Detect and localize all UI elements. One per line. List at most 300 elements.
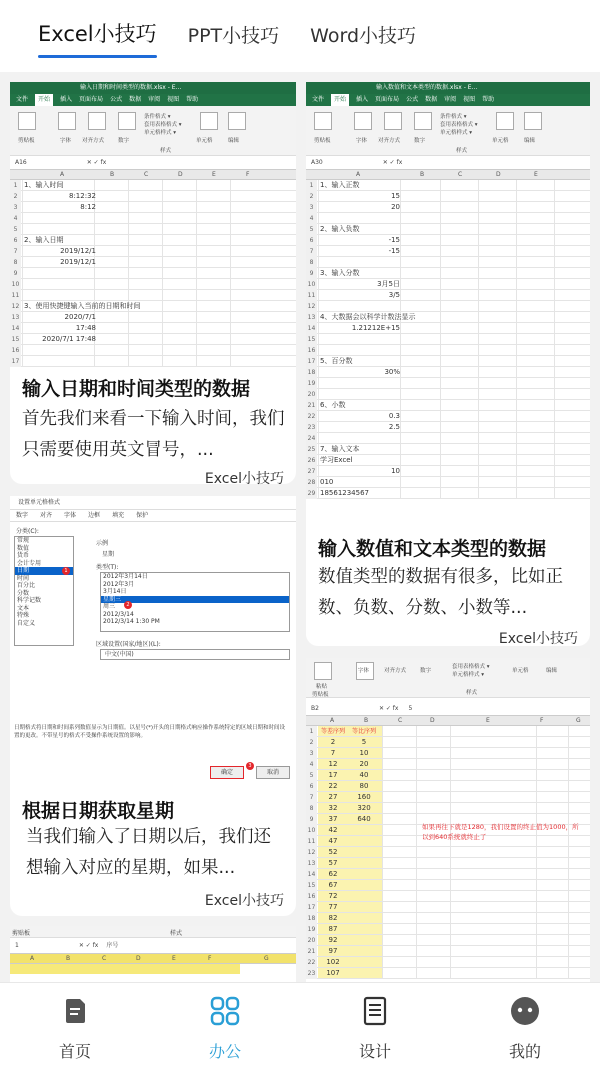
sheet-row <box>306 334 590 345</box>
row-number: 3 <box>10 202 21 213</box>
row-number: 21 <box>307 402 316 409</box>
category-item: 日期 <box>15 567 73 575</box>
row-number: 14 <box>307 325 316 332</box>
row-number: 1 <box>306 180 317 191</box>
row-number: 5 <box>306 224 317 235</box>
sheet-row <box>306 466 590 477</box>
sheet-row <box>306 279 590 290</box>
sheet-row <box>306 847 590 858</box>
nav-label: 设计 <box>358 1042 391 1061</box>
cell-ref: A16 <box>15 159 27 166</box>
cell-value: 2020/7/1 17:48 <box>42 335 96 343</box>
cell-value: -15 <box>388 236 400 244</box>
sheet-row <box>10 279 296 290</box>
sheet-row <box>306 268 590 279</box>
dialog-tab: 保护 <box>136 512 149 519</box>
cell-value: 22 <box>328 782 338 790</box>
article-card[interactable] <box>10 496 296 916</box>
sheet-row <box>10 312 296 323</box>
cell-value: 52 <box>328 848 338 856</box>
cell-value: 320 <box>357 804 371 812</box>
category-list <box>14 536 74 646</box>
row-number: 18 <box>307 915 316 922</box>
cell-value: 87 <box>328 925 338 933</box>
category-label: 分类(C): <box>16 528 39 535</box>
row-number: 6 <box>306 781 317 792</box>
article-thumbnail <box>10 82 296 365</box>
row-number: 22 <box>307 413 316 420</box>
sheet-row <box>10 334 296 345</box>
row-number: 14 <box>307 871 316 878</box>
row-number: 21 <box>307 948 316 955</box>
row-number: 1 <box>306 726 317 737</box>
dialog-tab: 字体 <box>64 512 77 519</box>
cell-value: 72 <box>328 892 338 900</box>
sheet-row <box>306 477 590 488</box>
article-thumbnail <box>306 658 590 998</box>
excel-grid <box>306 180 590 499</box>
cell-text: 2、输入日期 <box>24 236 64 244</box>
cell-value: 27 <box>328 793 338 801</box>
excel-menu-bar: 文件 开始 插入 页面布局 公式 数据 审阅 视图 帮助 <box>10 94 296 106</box>
row-number: 6 <box>10 235 21 246</box>
cell-value: 102 <box>326 958 340 966</box>
nav-label: 首页 <box>58 1042 91 1061</box>
cell-value: 20 <box>359 760 369 768</box>
row-number: 2 <box>306 737 317 748</box>
row-number: 13 <box>11 314 20 321</box>
article-thumbnail <box>306 82 590 514</box>
sheet-note: 如果再往下就是1280，我们设置的终止值为1000，所以到640系统就终止了 <box>422 823 579 841</box>
article-title: 根据日期获取星期 <box>22 800 175 822</box>
row-number: 4 <box>306 213 317 224</box>
type-item: 2012/3/14 <box>103 610 134 618</box>
face-icon <box>509 995 541 1027</box>
row-number: 4 <box>306 759 317 770</box>
row-number: 9 <box>306 814 317 825</box>
sheet-row <box>10 235 296 246</box>
cell-text: 6、小数 <box>320 401 346 409</box>
row-number: 22 <box>307 959 316 966</box>
sheet-row <box>306 345 590 356</box>
cell-value: 10 <box>391 467 400 475</box>
category-item: 会计专用 <box>17 559 42 567</box>
type-label: 类型(T): <box>96 564 119 571</box>
dialog-tab: 填充 <box>112 512 125 519</box>
row-number: 5 <box>10 224 21 235</box>
cell-value: 40 <box>359 771 369 779</box>
sheet-row <box>10 180 296 191</box>
article-card[interactable] <box>10 82 296 487</box>
nav-label: 办公 <box>208 1042 241 1061</box>
cell-value: 0.3 <box>388 412 400 420</box>
article-feed[interactable] <box>0 72 600 982</box>
cell-value: 等差序列 <box>320 728 345 735</box>
format-note: 日期格式将日期和时间系列数值显示为日期值。以星号(*)开头的日期格式响应操作系统特定的区域日期和时间设置的更改。不带星号的格式不受操作系统设置的影响。 <box>14 725 286 739</box>
sheet-row <box>306 400 590 411</box>
sheet-row <box>306 444 590 455</box>
category-item: 自定义 <box>17 619 36 627</box>
sheet-row <box>306 748 590 759</box>
cell-text: 4、大数据会以科学计数法显示 <box>320 313 416 321</box>
row-number: 29 <box>307 490 316 497</box>
row-number: 23 <box>307 970 316 977</box>
cell-value: 37 <box>328 815 338 823</box>
sheet-row <box>306 213 590 224</box>
row-number: 18 <box>307 369 316 376</box>
excel-column-headers: A B C D E F <box>10 170 296 180</box>
row-number: 3 <box>306 202 317 213</box>
cell-value: 7 <box>330 749 336 757</box>
cell-text: 010 <box>320 478 334 486</box>
article-title: 输入数值和文本类型的数据 <box>318 538 547 560</box>
top-tabs <box>0 0 600 70</box>
sheet-row <box>306 290 590 301</box>
category-item: 分数 <box>17 589 30 597</box>
article-source: Excel小技巧 <box>204 471 284 487</box>
sheet-row <box>10 290 296 301</box>
dialog-ok-button: 确定 <box>210 766 244 779</box>
sheet-row <box>306 488 590 499</box>
article-thumbnail <box>10 496 296 786</box>
sheet-row <box>306 737 590 748</box>
row-number: 27 <box>307 468 316 475</box>
row-number: 4 <box>10 213 21 224</box>
cell-value: 20 <box>391 203 400 211</box>
cell-text: 1、输入时间 <box>24 181 64 189</box>
cell-value: 57 <box>328 859 338 867</box>
cell-value: 67 <box>328 881 338 889</box>
category-item: 科学记数 <box>17 597 42 604</box>
row-number: 1 <box>10 180 21 191</box>
sheet-row <box>306 323 590 334</box>
excel-formula-bar: 1 ✕ ✓ fx 序号 <box>10 938 296 954</box>
sheet-row <box>10 213 296 224</box>
sheet-row <box>306 312 590 323</box>
cell-value: 8:12:32 <box>69 192 96 200</box>
row-number: 2 <box>10 191 21 202</box>
sheet-row <box>10 257 296 268</box>
row-number: 6 <box>306 235 317 246</box>
article-source: Excel小技巧 <box>204 893 284 909</box>
nav-office[interactable] <box>150 983 300 1067</box>
sheet-row <box>306 367 590 378</box>
cell-value: 12 <box>328 760 338 768</box>
locale-select: 中文(中国) <box>100 649 290 660</box>
sheet-row <box>306 378 590 389</box>
category-item: 常规 <box>17 537 30 544</box>
style-label: 样式 <box>170 930 183 937</box>
step-badge: 1 <box>62 567 70 575</box>
sheet-row <box>306 389 590 400</box>
excel-title-bar: 输入数值和文本类型的数据.xlsx - E... <box>306 82 590 94</box>
clipboard-label: 剪贴板 <box>12 930 31 937</box>
type-item: 2012年3月 <box>103 580 135 588</box>
sheet-row <box>306 433 590 444</box>
excel-menu-bar: 文件 开始 插入 页面布局 公式 数据 审阅 视图 帮助 <box>306 94 590 106</box>
row-number: 15 <box>11 336 20 343</box>
nav-profile[interactable] <box>450 983 600 1067</box>
step-badge: 2 <box>124 601 132 609</box>
cell-value: 等比序列 <box>351 728 376 735</box>
row-number: 17 <box>307 904 316 911</box>
cell-value: 47 <box>328 837 338 845</box>
row-number: 23 <box>307 424 316 431</box>
sheet-row <box>306 422 590 433</box>
row-number: 13 <box>307 860 316 867</box>
sheet-row <box>306 913 590 924</box>
article-source: Excel小技巧 <box>498 631 578 647</box>
cell-value: 92 <box>328 936 338 944</box>
cell-value: 1.21212E+15 <box>351 324 400 332</box>
article-summary: 首先我们来看一下输入时间，我们只需要使用英文冒号，... <box>22 409 285 460</box>
dialog-tab: 边框 <box>88 512 101 519</box>
sheet-row <box>306 924 590 935</box>
cell-text: 1、输入正数 <box>320 181 360 189</box>
sheet-row <box>306 726 590 737</box>
cell-value: 82 <box>328 914 338 922</box>
cell-value: 2.5 <box>388 423 400 431</box>
sheet-row <box>306 968 590 979</box>
cell-text: 学习Excel <box>320 456 353 464</box>
sheet-row <box>306 792 590 803</box>
category-item: 特殊 <box>17 612 30 619</box>
row-number: 8 <box>306 257 317 268</box>
cell-value: 97 <box>328 947 338 955</box>
type-item: 2012/3/14 1:30 PM <box>103 618 160 625</box>
article-card[interactable] <box>306 82 590 646</box>
sheet-row <box>306 191 590 202</box>
notebook-icon <box>359 995 391 1027</box>
sheet-row <box>306 880 590 891</box>
bottom-navigation <box>0 982 600 1067</box>
sheet-row <box>306 803 590 814</box>
row-number: 10 <box>307 827 316 834</box>
article-summary: 当我们输入了日期以后，我们还想输入对应的星期，如果... <box>26 827 271 878</box>
excel-column-headers: A B C D E <box>306 170 590 180</box>
cell-value: 5 <box>361 738 367 746</box>
row-number: 20 <box>307 937 316 944</box>
article-summary: 数值类型的数据有很多，比如正数、负数、分数、小数等... <box>318 567 563 618</box>
row-number: 17 <box>11 358 20 365</box>
sheet-row <box>306 770 590 781</box>
sheet-row <box>306 946 590 957</box>
category-item: 文本 <box>17 604 30 612</box>
sheet-row <box>306 246 590 257</box>
sheet-row <box>306 356 590 367</box>
cell-text: 7、输入文本 <box>320 445 360 453</box>
row-number: 11 <box>307 838 316 845</box>
cell-text: 3、使用快捷键输入当前的日期和时间 <box>24 302 141 310</box>
cell-value: 17 <box>328 771 338 779</box>
excel-title-bar: 输入日期和时间类型的数据.xlsx - E... <box>10 82 296 94</box>
formula-value: 序号 <box>106 942 119 949</box>
cell-value: 30% <box>384 368 400 376</box>
row-number: 28 <box>307 479 316 486</box>
cell-text: 18561234567 <box>320 489 369 497</box>
row-number: 19 <box>307 926 316 933</box>
excel-ribbon: 剪贴板 字体 对齐方式 数字 条件格式 ▾ 套用表格格式 ▾ 单元格样式 ▾ 样式 单元格 编辑 <box>306 106 590 156</box>
row-number: 15 <box>307 336 316 343</box>
sheet-row <box>306 301 590 312</box>
article-title: 输入日期和时间类型的数据 <box>22 378 251 400</box>
locale-label: 区域设置(国家/地区)(L): <box>96 641 161 648</box>
row-number: 25 <box>307 446 316 453</box>
cell-value: 2019/12/1 <box>60 247 96 255</box>
cell-value: 2 <box>330 738 336 746</box>
tab-ppt-tips[interactable]: PPT小技巧 <box>187 25 280 47</box>
sheet-row <box>10 224 296 235</box>
category-item: 时间 <box>17 574 30 582</box>
row-number: 15 <box>307 882 316 889</box>
dialog-tab: 对齐 <box>40 512 53 519</box>
sheet-row <box>306 869 590 880</box>
cell-value: 80 <box>359 782 369 790</box>
type-item: 3月14日 <box>103 588 127 595</box>
cell-value: 2020/7/1 <box>64 313 96 321</box>
cell-value: 15 <box>391 192 400 200</box>
cell-ref: B2 <box>311 705 319 712</box>
excel-formula-bar: A30 ✕ ✓ fx <box>306 156 590 170</box>
row-number: 5 <box>306 770 317 781</box>
sheet-row <box>306 781 590 792</box>
cell-value: 77 <box>328 903 338 911</box>
row-number: 8 <box>10 257 21 268</box>
formula-value: 5 <box>408 705 413 712</box>
row-number: 7 <box>306 792 317 803</box>
row-number: 11 <box>307 292 316 299</box>
row-number: 9 <box>306 268 317 279</box>
sheet-row <box>306 455 590 466</box>
sheet-row <box>306 180 590 191</box>
cell-text: 5、百分数 <box>320 357 353 365</box>
row-number: 13 <box>307 314 316 321</box>
sheet-row <box>10 246 296 257</box>
sheet-row <box>10 345 296 356</box>
row-number: 16 <box>307 347 316 354</box>
row-number: 17 <box>307 358 316 365</box>
sheet-row <box>306 759 590 770</box>
tab-word-tips[interactable]: Word小技巧 <box>310 25 417 47</box>
cell-value: 10 <box>359 749 369 757</box>
cell-ref: A30 <box>311 159 323 166</box>
cell-value: 2019/12/1 <box>60 258 96 266</box>
row-number: 12 <box>11 303 20 310</box>
row-number: 16 <box>11 347 20 354</box>
sheet-row <box>10 323 296 334</box>
cell-text: 2、输入负数 <box>320 225 360 233</box>
excel-ribbon: 粘贴 字体 对齐方式 数字 套用表格格式 ▾ 单元格样式 ▾ 单元格 编辑 剪贴板 样式 <box>306 658 590 698</box>
format-cells-dialog <box>10 496 296 786</box>
excel-ribbon: 剪贴板 字体 对齐方式 数字 条件格式 ▾ 套用表格格式 ▾ 单元格样式 ▾ 样式 单元格 编辑 <box>10 106 296 156</box>
cell-value: 640 <box>357 815 371 823</box>
cell-value: 17:48 <box>75 324 96 332</box>
sheet-row <box>306 411 590 422</box>
category-item: 百分比 <box>17 582 36 589</box>
sheet-row <box>306 202 590 213</box>
sheet-row <box>306 935 590 946</box>
cell-value: -15 <box>388 247 400 255</box>
row-number: 12 <box>307 303 316 310</box>
sheet-row <box>10 268 296 279</box>
type-item: 星期三 <box>101 596 289 604</box>
sheet-row <box>306 257 590 268</box>
sheet-row <box>306 235 590 246</box>
sheet-row <box>10 191 296 202</box>
dialog-cancel-button: 取消 <box>256 766 290 779</box>
cell-value: 8:12 <box>80 203 96 211</box>
category-item: 货币 <box>17 552 30 559</box>
article-card[interactable] <box>306 658 590 998</box>
type-item: 周三 <box>103 603 116 610</box>
sheet-row <box>10 301 296 312</box>
row-number: 11 <box>11 292 20 299</box>
dialog-tabs <box>10 510 296 522</box>
row-number: 26 <box>307 457 316 464</box>
tab-excel-tips[interactable]: Excel小技巧 <box>38 18 157 70</box>
excel-column-headers: A B C D E F G <box>10 954 296 964</box>
row-number: 10 <box>11 281 20 288</box>
row-number: 8 <box>306 803 317 814</box>
document-icon <box>59 995 91 1027</box>
sheet-row <box>306 858 590 869</box>
cell-value: 160 <box>357 793 371 801</box>
cell-value: 3/5 <box>388 291 400 299</box>
type-item: 2012年3月14日 <box>103 573 148 580</box>
row-number: 7 <box>10 246 21 257</box>
cell-value: 107 <box>326 969 340 977</box>
sample-value: 星期 <box>102 551 115 558</box>
excel-formula-bar: B2 ✕ ✓ fx 5 <box>306 702 590 716</box>
dialog-title: 设置单元格格式 <box>10 496 296 510</box>
nav-design[interactable] <box>300 983 450 1067</box>
row-number: 19 <box>307 380 316 387</box>
row-number: 20 <box>307 391 316 398</box>
step-badge: 3 <box>246 762 254 770</box>
cell-value: 3月5日 <box>377 280 400 288</box>
nav-label: 我的 <box>508 1042 541 1061</box>
row-number: 7 <box>306 246 317 257</box>
cell-value: 62 <box>328 870 338 878</box>
row-number: 16 <box>307 893 316 900</box>
row-number: 14 <box>11 325 20 332</box>
excel-grid <box>306 726 590 979</box>
excel-formula-bar: A16 ✕ ✓ fx <box>10 156 296 170</box>
nav-home[interactable] <box>0 983 150 1067</box>
row-number: 9 <box>10 268 21 279</box>
row-number: 2 <box>306 191 317 202</box>
sheet-row <box>10 356 296 367</box>
cell-value: 32 <box>328 804 338 812</box>
row-number: 3 <box>306 748 317 759</box>
sheet-row <box>10 202 296 213</box>
row-number: 10 <box>307 281 316 288</box>
sample-label: 示例 <box>96 540 109 547</box>
excel-grid <box>10 180 296 367</box>
grid-icon <box>209 995 241 1027</box>
cell-text: 3、输入分数 <box>320 269 360 277</box>
dialog-tab: 数字 <box>16 512 29 519</box>
excel-column-headers: A B C D E F G <box>306 716 590 726</box>
row-number: 12 <box>307 849 316 856</box>
cell-value: 42 <box>328 826 338 834</box>
sheet-row <box>306 957 590 968</box>
category-item: 数值 <box>17 544 30 552</box>
sheet-row <box>306 224 590 235</box>
sheet-row <box>306 902 590 913</box>
sheet-row <box>306 891 590 902</box>
row-number: 24 <box>307 435 316 442</box>
